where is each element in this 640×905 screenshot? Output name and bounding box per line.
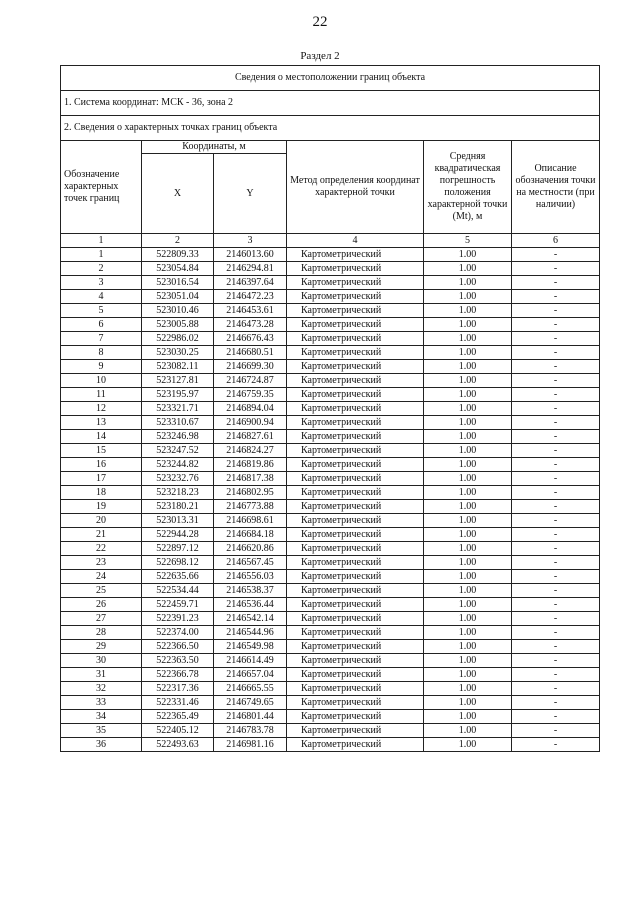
accuracy-cell: 1.00	[424, 360, 512, 374]
description-cell: -	[512, 248, 600, 262]
point-number: 5	[61, 304, 142, 318]
accuracy-cell: 1.00	[424, 374, 512, 388]
table-row	[61, 346, 600, 360]
point-number: 11	[61, 388, 142, 402]
method-cell: Картометрический	[287, 346, 424, 360]
point-number: 25	[61, 584, 142, 598]
point-number: 30	[61, 654, 142, 668]
coord-x: 523218.23	[142, 486, 214, 500]
coord-x: 522363.50	[142, 654, 214, 668]
point-number: 28	[61, 626, 142, 640]
point-number: 34	[61, 710, 142, 724]
description-cell: -	[512, 668, 600, 682]
column-number: 1	[61, 234, 142, 248]
description-cell: -	[512, 640, 600, 654]
table-row	[61, 388, 600, 402]
coord-x: 522635.66	[142, 570, 214, 584]
description-cell: -	[512, 584, 600, 598]
description-cell: -	[512, 360, 600, 374]
description-cell: -	[512, 696, 600, 710]
point-number: 9	[61, 360, 142, 374]
method-cell: Картометрический	[287, 360, 424, 374]
point-number: 3	[61, 276, 142, 290]
coord-x: 523195.97	[142, 388, 214, 402]
method-cell: Картометрический	[287, 248, 424, 262]
coord-x: 522366.78	[142, 668, 214, 682]
header-y: Y	[214, 154, 287, 234]
point-number: 10	[61, 374, 142, 388]
accuracy-cell: 1.00	[424, 514, 512, 528]
accuracy-cell: 1.00	[424, 332, 512, 346]
table-row	[61, 542, 600, 556]
coord-x: 523180.21	[142, 500, 214, 514]
method-cell: Картометрический	[287, 304, 424, 318]
accuracy-cell: 1.00	[424, 318, 512, 332]
point-number: 8	[61, 346, 142, 360]
point-number: 4	[61, 290, 142, 304]
point-number: 1	[61, 248, 142, 262]
coord-y: 2146724.87	[214, 374, 287, 388]
coord-y: 2146614.49	[214, 654, 287, 668]
coord-x: 523232.76	[142, 472, 214, 486]
description-cell: -	[512, 570, 600, 584]
column-number: 5	[424, 234, 512, 248]
coord-y: 2146699.30	[214, 360, 287, 374]
table-row	[61, 682, 600, 696]
description-cell: -	[512, 738, 600, 752]
coord-x: 522986.02	[142, 332, 214, 346]
coord-x: 522944.28	[142, 528, 214, 542]
description-cell: -	[512, 346, 600, 360]
accuracy-cell: 1.00	[424, 738, 512, 752]
coord-y: 2146698.61	[214, 514, 287, 528]
point-number: 2	[61, 262, 142, 276]
point-number: 19	[61, 500, 142, 514]
point-number: 12	[61, 402, 142, 416]
table-row	[61, 668, 600, 682]
table-row	[61, 640, 600, 654]
method-cell: Картометрический	[287, 654, 424, 668]
description-cell: -	[512, 710, 600, 724]
method-cell: Картометрический	[287, 486, 424, 500]
point-number: 35	[61, 724, 142, 738]
table-row	[61, 402, 600, 416]
accuracy-cell: 1.00	[424, 472, 512, 486]
coord-y: 2146397.64	[214, 276, 287, 290]
description-cell: -	[512, 724, 600, 738]
description-cell: -	[512, 262, 600, 276]
table-row	[61, 556, 600, 570]
method-cell: Картометрический	[287, 290, 424, 304]
coord-x: 522698.12	[142, 556, 214, 570]
header-accuracy: Средняя квадратическая погрешность положения характерной точки (Mt), м	[424, 141, 512, 234]
section-title: Раздел 2	[300, 50, 340, 62]
accuracy-cell: 1.00	[424, 304, 512, 318]
method-cell: Картометрический	[287, 262, 424, 276]
point-number: 24	[61, 570, 142, 584]
coord-x: 523030.25	[142, 346, 214, 360]
accuracy-cell: 1.00	[424, 612, 512, 626]
header-description: Описание обозначения точки на местности (при наличии)	[512, 141, 600, 234]
accuracy-cell: 1.00	[424, 528, 512, 542]
description-cell: -	[512, 500, 600, 514]
coord-y: 2146549.98	[214, 640, 287, 654]
table-title: Сведения о местоположении границ объекта	[61, 66, 600, 91]
coord-x: 523246.98	[142, 430, 214, 444]
table-row	[61, 416, 600, 430]
description-cell: -	[512, 276, 600, 290]
point-number: 17	[61, 472, 142, 486]
coord-y: 2146759.35	[214, 388, 287, 402]
point-number: 15	[61, 444, 142, 458]
description-cell: -	[512, 444, 600, 458]
column-number: 4	[287, 234, 424, 248]
table-row	[61, 472, 600, 486]
description-cell: -	[512, 374, 600, 388]
method-cell: Картометрический	[287, 388, 424, 402]
method-cell: Картометрический	[287, 458, 424, 472]
coord-x: 522317.36	[142, 682, 214, 696]
coord-x: 523054.84	[142, 262, 214, 276]
coord-y: 2146542.14	[214, 612, 287, 626]
table-row	[61, 304, 600, 318]
table-row	[61, 248, 600, 262]
coord-y: 2146801.44	[214, 710, 287, 724]
accuracy-cell: 1.00	[424, 710, 512, 724]
accuracy-cell: 1.00	[424, 276, 512, 290]
description-cell: -	[512, 290, 600, 304]
point-number: 29	[61, 640, 142, 654]
description-cell: -	[512, 318, 600, 332]
coord-x: 522534.44	[142, 584, 214, 598]
method-cell: Картометрический	[287, 416, 424, 430]
coord-x: 522331.46	[142, 696, 214, 710]
table-row	[61, 654, 600, 668]
accuracy-cell: 1.00	[424, 486, 512, 500]
accuracy-cell: 1.00	[424, 346, 512, 360]
method-cell: Картометрический	[287, 710, 424, 724]
point-number: 20	[61, 514, 142, 528]
accuracy-cell: 1.00	[424, 444, 512, 458]
accuracy-cell: 1.00	[424, 570, 512, 584]
coord-x: 522459.71	[142, 598, 214, 612]
coord-x: 522366.50	[142, 640, 214, 654]
description-cell: -	[512, 612, 600, 626]
coord-y: 2146294.81	[214, 262, 287, 276]
accuracy-cell: 1.00	[424, 402, 512, 416]
description-cell: -	[512, 626, 600, 640]
point-number: 23	[61, 556, 142, 570]
description-cell: -	[512, 542, 600, 556]
description-cell: -	[512, 332, 600, 346]
table-row	[61, 738, 600, 752]
method-cell: Картометрический	[287, 318, 424, 332]
table-row	[61, 276, 600, 290]
accuracy-cell: 1.00	[424, 584, 512, 598]
method-cell: Картометрический	[287, 472, 424, 486]
header-method: Метод определения координат характерной точки	[287, 141, 424, 234]
coord-y: 2146827.61	[214, 430, 287, 444]
coord-x: 523010.46	[142, 304, 214, 318]
coord-x: 523016.54	[142, 276, 214, 290]
accuracy-cell: 1.00	[424, 598, 512, 612]
table-row	[61, 374, 600, 388]
accuracy-cell: 1.00	[424, 388, 512, 402]
coord-x: 522493.63	[142, 738, 214, 752]
coord-y: 2146538.37	[214, 584, 287, 598]
coordinate-system: 1. Система координат: МСК - 36, зона 2	[61, 91, 600, 116]
coord-x: 522365.49	[142, 710, 214, 724]
point-number: 21	[61, 528, 142, 542]
coord-y: 2146684.18	[214, 528, 287, 542]
point-number: 33	[61, 696, 142, 710]
page-number: 22	[312, 14, 328, 30]
table-head	[61, 66, 600, 248]
point-number: 18	[61, 486, 142, 500]
table-row	[61, 486, 600, 500]
table-row	[61, 528, 600, 542]
coord-y: 2146567.45	[214, 556, 287, 570]
table-row	[61, 570, 600, 584]
table-row	[61, 626, 600, 640]
accuracy-cell: 1.00	[424, 416, 512, 430]
coord-y: 2146749.65	[214, 696, 287, 710]
table-row	[61, 458, 600, 472]
method-cell: Картометрический	[287, 640, 424, 654]
column-number: 2	[142, 234, 214, 248]
boundary-points-table	[60, 65, 600, 752]
column-number: 3	[214, 234, 287, 248]
method-cell: Картометрический	[287, 500, 424, 514]
description-cell: -	[512, 682, 600, 696]
coord-y: 2146894.04	[214, 402, 287, 416]
table-row	[61, 262, 600, 276]
point-number: 36	[61, 738, 142, 752]
accuracy-cell: 1.00	[424, 654, 512, 668]
point-number: 14	[61, 430, 142, 444]
method-cell: Картометрический	[287, 738, 424, 752]
table-row	[61, 710, 600, 724]
coord-x: 523244.82	[142, 458, 214, 472]
coord-x: 523127.81	[142, 374, 214, 388]
table-row	[61, 444, 600, 458]
coord-x: 523051.04	[142, 290, 214, 304]
table-row	[61, 500, 600, 514]
coord-x: 523013.31	[142, 514, 214, 528]
column-number: 6	[512, 234, 600, 248]
accuracy-cell: 1.00	[424, 626, 512, 640]
table-row	[61, 584, 600, 598]
method-cell: Картометрический	[287, 542, 424, 556]
accuracy-cell: 1.00	[424, 724, 512, 738]
method-cell: Картометрический	[287, 402, 424, 416]
point-number: 22	[61, 542, 142, 556]
accuracy-cell: 1.00	[424, 262, 512, 276]
table-row	[61, 332, 600, 346]
method-cell: Картометрический	[287, 374, 424, 388]
coord-y: 2146802.95	[214, 486, 287, 500]
coord-x: 523321.71	[142, 402, 214, 416]
coord-x: 522391.23	[142, 612, 214, 626]
header-coordinates: Координаты, м	[142, 141, 287, 154]
table-row	[61, 514, 600, 528]
coord-y: 2146676.43	[214, 332, 287, 346]
table-body	[61, 248, 600, 752]
description-cell: -	[512, 486, 600, 500]
accuracy-cell: 1.00	[424, 668, 512, 682]
coord-x: 522374.00	[142, 626, 214, 640]
method-cell: Картометрический	[287, 668, 424, 682]
point-number: 27	[61, 612, 142, 626]
description-cell: -	[512, 430, 600, 444]
description-cell: -	[512, 598, 600, 612]
method-cell: Картометрический	[287, 332, 424, 346]
description-cell: -	[512, 528, 600, 542]
accuracy-cell: 1.00	[424, 500, 512, 514]
point-number: 7	[61, 332, 142, 346]
table-row	[61, 598, 600, 612]
points-heading: 2. Сведения о характерных точках границ объекта	[61, 116, 600, 141]
method-cell: Картометрический	[287, 626, 424, 640]
coord-y: 2146824.27	[214, 444, 287, 458]
table-row	[61, 430, 600, 444]
point-number: 16	[61, 458, 142, 472]
method-cell: Картометрический	[287, 276, 424, 290]
point-number: 6	[61, 318, 142, 332]
table-row	[61, 724, 600, 738]
description-cell: -	[512, 388, 600, 402]
accuracy-cell: 1.00	[424, 430, 512, 444]
accuracy-cell: 1.00	[424, 682, 512, 696]
description-cell: -	[512, 472, 600, 486]
coord-y: 2146453.61	[214, 304, 287, 318]
coord-x: 522405.12	[142, 724, 214, 738]
table-row	[61, 360, 600, 374]
method-cell: Картометрический	[287, 430, 424, 444]
coord-y: 2146556.03	[214, 570, 287, 584]
coord-y: 2146657.04	[214, 668, 287, 682]
description-cell: -	[512, 304, 600, 318]
coord-y: 2146013.60	[214, 248, 287, 262]
coord-y: 2146472.23	[214, 290, 287, 304]
coord-y: 2146620.86	[214, 542, 287, 556]
header-x: X	[142, 154, 214, 234]
header-point-label: Обозначение характерных точек границ	[61, 141, 142, 234]
method-cell: Картометрический	[287, 612, 424, 626]
method-cell: Картометрический	[287, 528, 424, 542]
accuracy-cell: 1.00	[424, 290, 512, 304]
coord-y: 2146536.44	[214, 598, 287, 612]
method-cell: Картометрический	[287, 584, 424, 598]
point-number: 13	[61, 416, 142, 430]
description-cell: -	[512, 402, 600, 416]
method-cell: Картометрический	[287, 724, 424, 738]
description-cell: -	[512, 556, 600, 570]
method-cell: Картометрический	[287, 556, 424, 570]
coord-y: 2146981.16	[214, 738, 287, 752]
method-cell: Картометрический	[287, 444, 424, 458]
coord-y: 2146473.28	[214, 318, 287, 332]
accuracy-cell: 1.00	[424, 640, 512, 654]
table-row	[61, 318, 600, 332]
coord-x: 523310.67	[142, 416, 214, 430]
coord-x: 523005.88	[142, 318, 214, 332]
coord-x: 523247.52	[142, 444, 214, 458]
method-cell: Картометрический	[287, 598, 424, 612]
coord-y: 2146665.55	[214, 682, 287, 696]
method-cell: Картометрический	[287, 514, 424, 528]
table-row	[61, 290, 600, 304]
coord-y: 2146817.38	[214, 472, 287, 486]
method-cell: Картометрический	[287, 570, 424, 584]
table-row	[61, 696, 600, 710]
accuracy-cell: 1.00	[424, 556, 512, 570]
accuracy-cell: 1.00	[424, 542, 512, 556]
table-row	[61, 612, 600, 626]
method-cell: Картометрический	[287, 682, 424, 696]
coord-y: 2146783.78	[214, 724, 287, 738]
accuracy-cell: 1.00	[424, 696, 512, 710]
coord-y: 2146773.88	[214, 500, 287, 514]
accuracy-cell: 1.00	[424, 248, 512, 262]
description-cell: -	[512, 416, 600, 430]
description-cell: -	[512, 654, 600, 668]
coord-y: 2146544.96	[214, 626, 287, 640]
point-number: 32	[61, 682, 142, 696]
description-cell: -	[512, 514, 600, 528]
point-number: 31	[61, 668, 142, 682]
coord-x: 522897.12	[142, 542, 214, 556]
coord-y: 2146819.86	[214, 458, 287, 472]
column-numbers-row	[61, 234, 600, 248]
coord-x: 522809.33	[142, 248, 214, 262]
method-cell: Картометрический	[287, 696, 424, 710]
coord-y: 2146680.51	[214, 346, 287, 360]
coord-y: 2146900.94	[214, 416, 287, 430]
coord-x: 523082.11	[142, 360, 214, 374]
point-number: 26	[61, 598, 142, 612]
description-cell: -	[512, 458, 600, 472]
accuracy-cell: 1.00	[424, 458, 512, 472]
